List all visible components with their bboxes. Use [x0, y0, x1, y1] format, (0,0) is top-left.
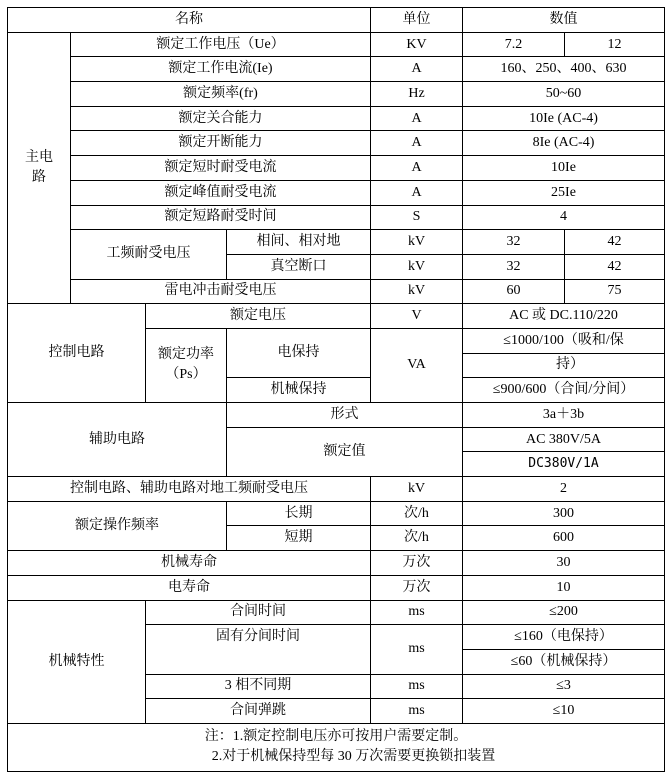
operating-frequency-label: 额定操作频率: [8, 501, 227, 550]
row-label: 额定工作电压（Ue）: [71, 32, 371, 57]
row-value-7.2kv: 32: [463, 230, 565, 255]
row-label: 固有分间时间: [146, 625, 371, 674]
table-row: [8, 57, 665, 82]
row-label: 3 相不同期: [146, 674, 371, 699]
table-row: [8, 205, 665, 230]
table-row: [8, 106, 665, 131]
row-unit: kV: [371, 254, 463, 279]
row-label: 额定电压: [146, 304, 371, 329]
row-value: 30: [463, 551, 665, 576]
table-row: [8, 477, 665, 502]
row-label: 额定短时耐受电流: [71, 156, 371, 181]
row-label: 额定工作电流(Ie): [71, 57, 371, 82]
row-unit: Hz: [371, 82, 463, 107]
row-unit: VA: [371, 328, 463, 402]
row-label: 长期: [227, 501, 371, 526]
row-unit: KV: [371, 32, 463, 57]
electrical-hold-value-line2: 持）: [463, 353, 665, 378]
row-unit: ms: [371, 625, 463, 674]
table-row: [8, 551, 665, 576]
table-row: [8, 131, 665, 156]
header-value: 数值: [463, 8, 665, 33]
table-row: [8, 180, 665, 205]
opening-time-value-line1: ≤160（电保持）: [463, 625, 665, 650]
row-value: 4: [463, 205, 665, 230]
row-unit: 万次: [371, 551, 463, 576]
row-unit: 次/h: [371, 501, 463, 526]
row-label: 额定关合能力: [71, 106, 371, 131]
row-unit: ms: [371, 699, 463, 724]
row-value-12kv: 42: [565, 254, 665, 279]
header-name: 名称: [8, 8, 371, 33]
mechanical-characteristics-label: 机械特性: [8, 600, 146, 723]
row-value: 50~60: [463, 82, 665, 107]
notes: [8, 723, 665, 771]
row-unit: V: [371, 304, 463, 329]
header-row: [8, 8, 665, 33]
row-value: 600: [463, 526, 665, 551]
spec-table: [7, 7, 665, 772]
opening-time-value-line2: ≤60（机械保持）: [463, 649, 665, 674]
row-label: 雷电冲击耐受电压: [71, 279, 371, 304]
row-unit: ms: [371, 674, 463, 699]
row-unit: A: [371, 156, 463, 181]
row-label: 相间、相对地: [227, 230, 371, 255]
row-value-12kv: 42: [565, 230, 665, 255]
row-value-7.2kv: 60: [463, 279, 565, 304]
row-value-12kv: 12: [565, 32, 665, 57]
electrical-hold-value-line1: ≤1000/100（吸和/保: [463, 328, 665, 353]
row-unit: kV: [371, 477, 463, 502]
electrical-hold-label: 电保持: [227, 328, 371, 377]
table-row: [8, 156, 665, 181]
header-unit: 单位: [371, 8, 463, 33]
row-unit: ms: [371, 600, 463, 625]
rated-power-label: 额定功率（Ps）: [146, 328, 227, 402]
row-label: 机械寿命: [8, 551, 371, 576]
table-row: [8, 501, 665, 526]
row-value: 2: [463, 477, 665, 502]
row-value: 8Ie (AC-4): [463, 131, 665, 156]
table-row: [8, 279, 665, 304]
row-value: 160、250、400、630: [463, 57, 665, 82]
row-value-7.2kv: 7.2: [463, 32, 565, 57]
row-unit: kV: [371, 279, 463, 304]
row-label: 合间弹跳: [146, 699, 371, 724]
row-unit: S: [371, 205, 463, 230]
row-unit: 次/h: [371, 526, 463, 551]
row-label: 额定短路耐受时间: [71, 205, 371, 230]
notes-row: [8, 723, 665, 771]
row-unit: A: [371, 106, 463, 131]
table-row: [8, 575, 665, 600]
power-freq-withstand-label: 工频耐受电压: [71, 230, 227, 279]
row-value: 10Ie: [463, 156, 665, 181]
aux-circuit-label: 辅助电路: [8, 403, 227, 477]
main-circuit-label: 主电 路: [8, 32, 71, 304]
note-line-1: 注：1.额定控制电压亦可按用户需要定制。: [204, 729, 468, 745]
row-value: 300: [463, 501, 665, 526]
row-label: 额定值: [227, 427, 463, 476]
row-unit: kV: [371, 230, 463, 255]
note-line-2: 2.对于机械保持型每 30 万次需要更换锁扣装置: [211, 749, 496, 765]
table-row: [8, 82, 665, 107]
row-value: 10: [463, 575, 665, 600]
row-label: 短期: [227, 526, 371, 551]
table-row: [8, 32, 665, 57]
row-value: ≤200: [463, 600, 665, 625]
row-unit: 万次: [371, 575, 463, 600]
table-row: [8, 403, 665, 428]
table-row: [8, 304, 665, 329]
aux-rated-value-line2: DC380V/1A: [463, 452, 665, 477]
aux-rated-value-line1: AC 380V/5A: [463, 427, 665, 452]
row-value: ≤10: [463, 699, 665, 724]
row-value: 25Ie: [463, 180, 665, 205]
control-circuit-label: 控制电路: [8, 304, 146, 403]
row-value: AC 或 DC.110/220: [463, 304, 665, 329]
mechanical-hold-label: 机械保持: [227, 378, 371, 403]
row-unit: A: [371, 131, 463, 156]
row-label: 形式: [227, 403, 463, 428]
row-value: ≤3: [463, 674, 665, 699]
row-unit: A: [371, 180, 463, 205]
row-value-12kv: 75: [565, 279, 665, 304]
row-label: 额定峰值耐受电流: [71, 180, 371, 205]
row-value: 3a＋3b: [463, 403, 665, 428]
row-unit: A: [371, 57, 463, 82]
table-row: [8, 230, 665, 255]
row-label: 真空断口: [227, 254, 371, 279]
row-label: 电寿命: [8, 575, 371, 600]
row-value-7.2kv: 32: [463, 254, 565, 279]
row-label: 合间时间: [146, 600, 371, 625]
mechanical-hold-value: ≤900/600（合间/分间）: [463, 378, 665, 403]
row-label: 额定开断能力: [71, 131, 371, 156]
row-value: 10Ie (AC-4): [463, 106, 665, 131]
row-label: 额定频率(fr): [71, 82, 371, 107]
row-label: 控制电路、辅助电路对地工频耐受电压: [8, 477, 371, 502]
table-row: [8, 600, 665, 625]
